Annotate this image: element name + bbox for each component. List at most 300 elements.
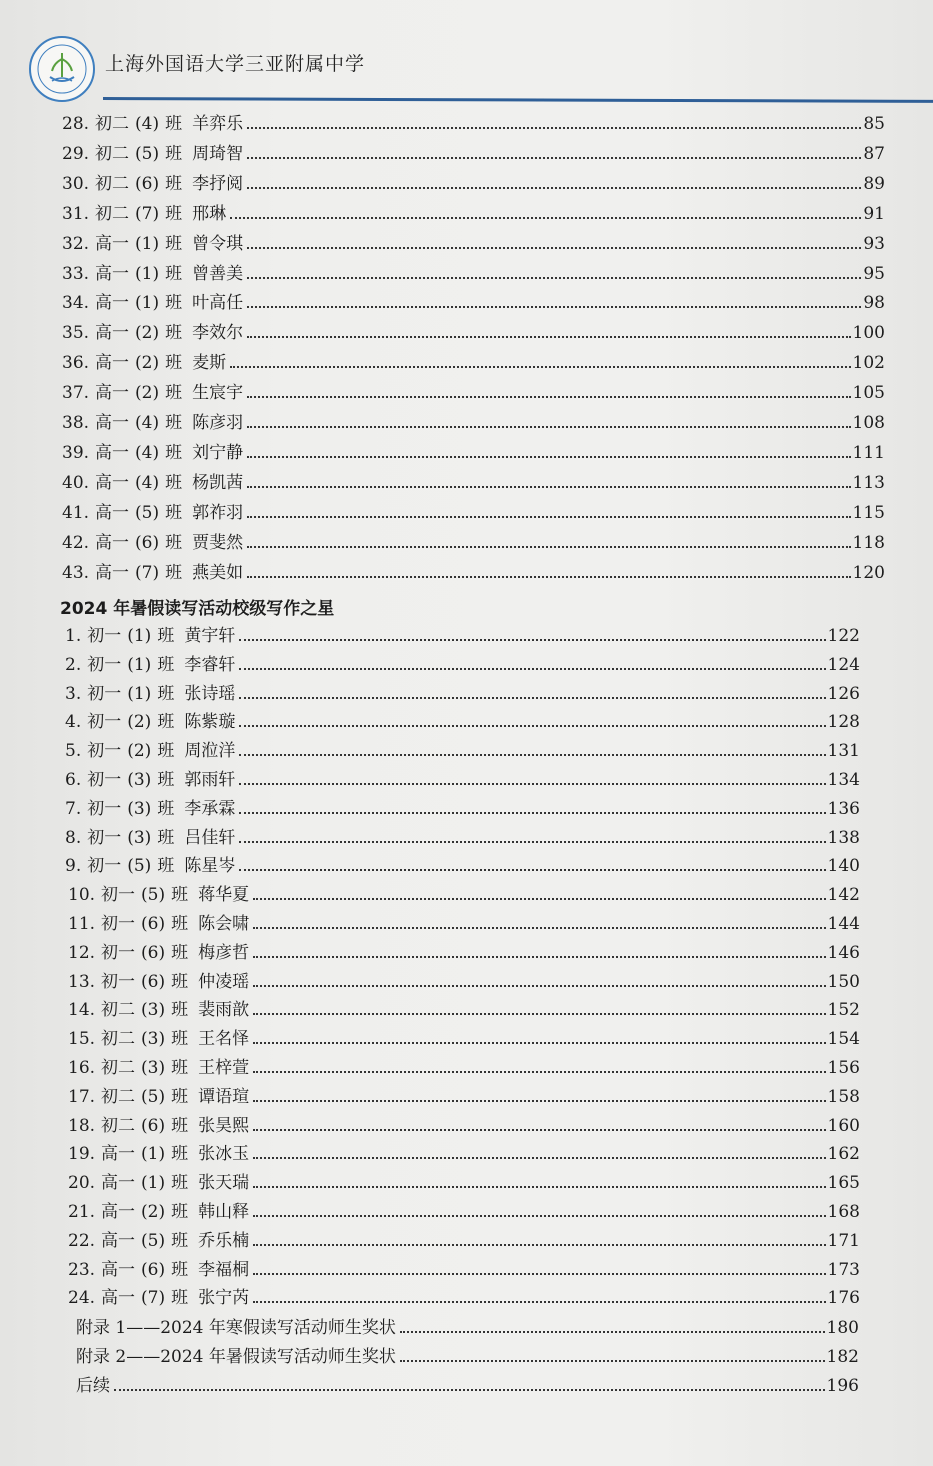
entry-ban: 班 [157,626,175,646]
entry-number: 41. [62,502,90,523]
leader-dots [247,276,861,279]
entry-name: 麦斯 [192,353,227,374]
entry-number: 4. [65,712,82,733]
entry-name: 周涖洋 [184,741,236,762]
entry-page-number: 108 [852,413,885,433]
entry-grade: 初二 [95,143,130,164]
entry-number: 2. [65,654,82,675]
entry-number: 22. [68,1230,96,1251]
entry-number: 15. [68,1029,96,1050]
entry-grade: 初二 [101,1086,136,1107]
entry-name: 刘宁静 [192,442,244,463]
entry-ban: 班 [157,856,175,877]
leader-dots [253,984,825,987]
entry-name: 黄宇轩 [184,626,236,646]
leader-dots [230,365,850,368]
entry-page-number: 160 [827,1115,860,1136]
entry-ban: 班 [157,770,175,790]
entry-name: 郭雨轩 [184,770,236,790]
entry-number: 34. [62,293,90,314]
entry-name: 生宸宇 [192,383,244,404]
entry-page-number: 126 [827,683,860,704]
entry-grade: 高一 [95,293,130,314]
toc-entry[interactable] [62,140,885,164]
entry-ban: 班 [171,1202,189,1222]
toc-entry[interactable] [62,499,885,523]
entry-ban: 班 [165,293,183,314]
entry-grade: 初一 [87,741,122,762]
leader-dots [247,305,861,308]
entry-class: (2) [135,383,160,404]
leader-dots [239,811,825,814]
entry-number: 16. [68,1058,96,1078]
entry-ban: 班 [165,383,183,404]
leader-dots [239,868,825,871]
entry-class: (1) [127,683,152,704]
entry-name: 李抒阅 [192,173,244,194]
entry-grade: 初一 [101,942,136,963]
school-name: 上海外国语大学三亚附属中学 [105,53,366,75]
toc-entry[interactable] [62,559,885,583]
entry-grade: 高一 [95,472,130,493]
entry-ban: 班 [165,472,183,493]
entry-class: (2) [135,323,160,344]
entry-grade: 高一 [95,562,130,583]
entry-number: 18. [68,1115,96,1136]
leader-dots [247,515,850,518]
entry-page-number: 180 [826,1318,859,1338]
toc-entry[interactable] [68,939,860,963]
entry-name: 乔乐楠 [198,1230,250,1251]
entry-ban: 班 [165,233,183,254]
entry-grade: 初一 [101,914,136,934]
entry-page-number: 146 [827,942,860,963]
entry-number: 36. [62,353,90,374]
entry-number: 29. [62,143,90,164]
entry-page-number: 98 [863,293,885,314]
toc-entry[interactable] [65,795,860,819]
toc-entry[interactable] [62,529,885,553]
leader-dots [239,782,825,785]
leader-dots [253,1214,825,1217]
leader-dots [247,186,861,189]
entry-number: 32. [62,233,90,254]
leader-dots [400,1359,825,1362]
entry-class: (2) [127,741,152,762]
entry-ban: 班 [157,683,175,704]
entry-page-number: 136 [827,798,860,819]
entry-grade: 初二 [95,203,130,224]
entry-number: 6. [65,770,82,790]
entry-page-number: 162 [827,1144,860,1165]
entry-number: 1. [65,626,82,646]
entry-name: 张昊熙 [198,1115,250,1136]
entry-class: (6) [141,971,166,992]
entry-grade: 初二 [101,1058,136,1078]
entry-grade: 高一 [95,383,130,404]
toc-entry[interactable] [68,1112,860,1136]
entry-page-number: 140 [827,856,860,877]
entry-ban: 班 [157,654,175,675]
entry-class: (3) [127,770,152,790]
entry-number: 43. [62,562,90,583]
entry-class: (6) [141,942,166,963]
entry-name: 陈会啸 [198,914,250,934]
leader-dots [253,1070,825,1073]
entry-name: 李承霖 [184,798,236,819]
entry-class: (7) [135,203,160,224]
leader-dots [253,897,825,900]
entry-name: 叶高任 [192,293,244,314]
leader-dots [247,395,850,398]
entry-ban: 班 [157,741,175,762]
entry-page-number: 144 [827,914,860,934]
entry-class: (6) [135,532,160,553]
entry-class: (1) [141,1173,166,1194]
toc-entry[interactable] [65,737,860,761]
toc-entry[interactable] [68,1227,860,1251]
entry-ban: 班 [165,114,183,134]
leader-dots [253,1099,825,1102]
toc-entry[interactable] [68,1025,860,1049]
toc-entry[interactable] [62,200,885,224]
entry-number: 35. [62,323,90,344]
entry-class: (4) [135,413,160,433]
entry-grade: 初二 [95,114,130,134]
entry-number: 37. [62,383,90,404]
entry-name: 李效尔 [192,323,244,344]
toc-entry[interactable] [68,968,860,992]
entry-number: 9. [65,856,82,877]
entry-class: (5) [141,1230,166,1251]
leader-dots [239,753,825,756]
entry-name: 谭语瑄 [198,1086,250,1107]
page-header [18,25,923,103]
entry-ban: 班 [165,413,183,433]
entry-name: 曾善美 [192,263,244,284]
entry-page-number: 138 [827,827,860,848]
entry-grade: 初一 [87,654,122,675]
entry-grade: 初一 [87,827,122,848]
entry-page-number: 131 [827,741,860,762]
entry-page-number: 124 [827,654,860,675]
entry-grade: 初二 [101,1029,136,1050]
entry-name: 燕美如 [192,562,244,583]
leader-dots [239,696,825,699]
entry-grade: 初一 [87,712,122,733]
entry-page-number: 115 [852,502,885,523]
entry-grade: 高一 [95,532,130,553]
leader-dots [253,1243,825,1246]
entry-grade: 高一 [101,1288,136,1309]
entry-class: (7) [135,562,160,583]
entry-ban: 班 [171,1086,189,1107]
entry-name: 贾斐然 [192,532,244,553]
entry-page-number: 95 [863,263,885,284]
entry-name: 蒋华夏 [198,885,250,906]
entry-page-number: 154 [827,1029,860,1050]
toc-entry[interactable] [62,379,885,403]
entry-page-number: 93 [863,233,885,254]
entry-class: (1) [127,654,152,675]
leader-dots [253,1185,825,1188]
entry-grade: 高一 [101,1202,136,1222]
entry-number: 10. [68,885,96,906]
entry-page-number: 158 [827,1086,860,1107]
entry-number: 13. [68,971,96,992]
entry-grade: 高一 [101,1144,136,1165]
entry-grade: 初一 [87,683,122,704]
appendix-entry[interactable] [76,1343,859,1367]
entry-number: 19. [68,1144,96,1165]
entry-ban: 班 [165,263,183,284]
entry-page-number: 91 [863,203,885,224]
entry-class: (3) [141,1029,166,1050]
leader-dots [239,667,825,670]
toc-entry[interactable] [68,1140,860,1164]
entry-page-number: 152 [827,1000,860,1021]
entry-grade: 高一 [95,263,130,284]
leader-dots [239,638,825,641]
toc-entry[interactable] [68,1284,860,1308]
entry-number: 39. [62,442,90,463]
entry-page-number: 102 [852,353,885,374]
entry-class: (6) [135,173,160,194]
leader-dots [247,425,850,428]
toc-entry[interactable] [68,996,860,1020]
entry-number: 12. [68,942,96,963]
entry-class: (5) [127,856,152,877]
toc-entry[interactable] [68,910,860,934]
entry-number: 5. [65,741,82,762]
entry-grade: 初一 [101,971,136,992]
entry-class: (4) [135,472,160,493]
leader-dots [253,1012,825,1015]
leader-dots [247,485,850,488]
entry-page-number: 89 [863,173,885,194]
toc-entry[interactable] [62,439,885,463]
toc-entry[interactable] [62,349,885,373]
toc-entry[interactable] [68,1198,860,1222]
entry-ban: 班 [157,712,175,733]
entry-number: 40. [62,472,90,493]
entry-grade: 高一 [101,1173,136,1194]
entry-class: (3) [141,1000,166,1021]
entry-ban: 班 [157,798,175,819]
leader-dots [239,724,825,727]
entry-page-number: 150 [827,971,860,992]
entry-page-number: 171 [827,1230,860,1251]
toc-entry[interactable] [65,852,860,876]
toc-entry[interactable] [68,1083,860,1107]
entry-name: 张宁芮 [198,1288,250,1309]
entry-class: (1) [141,1144,166,1165]
entry-page-number: 113 [852,472,885,493]
toc-entry[interactable] [68,1169,860,1193]
entry-name: 梅彦哲 [198,942,250,963]
section-title: 2024 年暑假读写活动校级写作之星 [60,599,335,619]
toc-entry[interactable] [62,289,885,313]
entry-page-number: 134 [827,770,860,790]
entry-number: 20. [68,1173,96,1194]
entry-class: (2) [141,1202,166,1222]
entry-grade: 初一 [87,856,122,877]
entry-number: 8. [65,827,82,848]
entry-grade: 初一 [87,770,122,790]
entry-page-number: 156 [827,1058,860,1078]
entry-ban: 班 [171,1259,189,1280]
toc-entry[interactable] [68,1054,860,1078]
entry-ban: 班 [171,971,189,992]
entry-ban: 班 [165,532,183,553]
appendix-entry[interactable] [76,1372,859,1396]
entry-page-number: 196 [826,1376,859,1396]
entry-number: 30. [62,173,90,194]
entry-name: 裴雨歆 [198,1000,250,1021]
entry-ban: 班 [165,323,183,344]
leader-dots [247,335,850,338]
entry-ban: 班 [165,143,183,164]
toc-entry[interactable] [62,230,885,254]
entry-class: (6) [141,1115,166,1136]
entry-ban: 班 [171,1288,189,1309]
leader-dots [253,955,825,958]
toc-entry[interactable] [62,469,885,493]
entry-ban: 班 [165,173,183,194]
entry-grade: 初一 [87,626,122,646]
toc-entry[interactable] [62,319,885,343]
entry-class: (2) [135,353,160,374]
entry-grade: 高一 [95,502,130,523]
entry-page-number: 120 [852,562,885,583]
entry-class: (3) [127,827,152,848]
toc-entry[interactable] [68,881,860,905]
entry-page-number: 87 [863,143,885,164]
entry-ban: 班 [171,885,189,906]
leader-dots [253,926,825,929]
entry-number: 42. [62,532,90,553]
leader-dots [247,126,861,129]
entry-name: 曾令琪 [192,233,244,254]
entry-name: 王梓萱 [198,1058,250,1078]
leader-dots [247,575,850,578]
leader-dots [239,840,825,843]
leader-dots [253,1300,825,1303]
entry-page-number: 142 [827,885,860,906]
entry-class: (6) [141,1259,166,1280]
entry-name: 陈星岑 [184,856,236,877]
entry-class: (1) [135,233,160,254]
entry-page-number: 118 [852,532,885,553]
entry-name: 周琦智 [192,143,244,164]
entry-class: (1) [127,626,152,646]
entry-class: (5) [141,1086,166,1107]
entry-ban: 班 [165,442,183,463]
entry-page-number: 111 [852,442,885,463]
toc-entry[interactable] [62,110,885,134]
leader-dots [247,156,861,159]
appendix-label: 附录 2——2024 年暑假读写活动师生奖状 [76,1347,396,1367]
entry-number: 33. [62,263,90,284]
toc-entry[interactable] [65,680,860,704]
toc-entry[interactable] [65,708,860,732]
entry-grade: 高一 [101,1259,136,1280]
entry-number: 24. [68,1288,96,1309]
entry-ban: 班 [157,827,175,848]
entry-class: (4) [135,442,160,463]
toc-entry[interactable] [65,766,860,790]
entry-class: (7) [141,1288,166,1309]
entry-grade: 高一 [95,413,130,433]
entry-grade: 高一 [95,442,130,463]
entry-name: 仲凌瑶 [198,971,250,992]
entry-ban: 班 [171,914,189,934]
entry-grade: 高一 [95,353,130,374]
entry-page-number: 85 [863,114,885,134]
entry-number: 7. [65,798,82,819]
entry-grade: 初二 [101,1000,136,1021]
toc-entry[interactable] [62,260,885,284]
entry-name: 李睿轩 [184,654,236,675]
school-logo-icon [28,35,96,103]
entry-number: 31. [62,203,90,224]
entry-page-number: 122 [827,626,860,646]
toc-entry[interactable] [62,170,885,194]
entry-ban: 班 [171,1144,189,1165]
entry-class: (3) [141,1058,166,1078]
entry-page-number: 173 [827,1259,860,1280]
entry-name: 陈紫璇 [184,712,236,733]
entry-grade: 初二 [101,1115,136,1136]
entry-grade: 高一 [101,1230,136,1251]
entry-grade: 初二 [95,173,130,194]
entry-page-number: 176 [827,1288,860,1309]
entry-ban: 班 [171,1230,189,1251]
leader-dots [247,455,850,458]
entry-ban: 班 [171,1000,189,1021]
entry-class: (5) [135,143,160,164]
entry-ban: 班 [171,1058,189,1078]
leader-dots [253,1041,825,1044]
entry-name: 张天瑞 [198,1173,250,1194]
entry-name: 王名怿 [198,1029,250,1050]
toc-entry[interactable] [68,1256,860,1280]
appendix-entry[interactable] [76,1314,859,1338]
entry-number: 23. [68,1259,96,1280]
entry-class: (1) [135,293,160,314]
toc-entry[interactable] [65,622,860,646]
entry-number: 38. [62,413,90,433]
leader-dots [230,216,861,219]
entry-name: 杨凯茜 [192,472,244,493]
entry-number: 14. [68,1000,96,1021]
entry-name: 韩山释 [198,1202,250,1222]
header-rule [103,97,933,103]
entry-page-number: 105 [852,383,885,404]
entry-grade: 初一 [101,885,136,906]
entry-name: 陈彦羽 [192,413,244,433]
toc-entry[interactable] [62,409,885,433]
toc-entry[interactable] [65,651,860,675]
entry-ban: 班 [171,1115,189,1136]
entry-name: 李福桐 [198,1259,250,1280]
entry-ban: 班 [165,562,183,583]
appendix-label: 附录 1——2024 年寒假读写活动师生奖状 [76,1318,396,1338]
entry-page-number: 100 [852,323,885,344]
toc-entry[interactable] [65,824,860,848]
leader-dots [114,1388,825,1391]
entry-grade: 高一 [95,233,130,254]
